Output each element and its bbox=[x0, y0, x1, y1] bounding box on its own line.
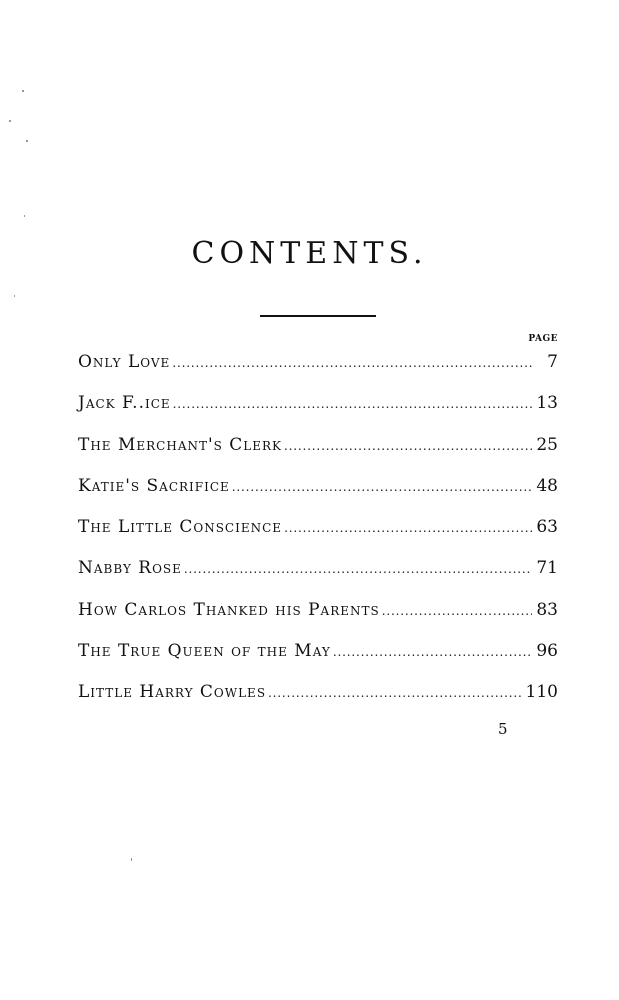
toc-entry-title: How Carlos Thanked his Parents bbox=[78, 599, 380, 620]
page-folio: 5 bbox=[498, 720, 508, 738]
toc-entry bbox=[78, 391, 558, 432]
paper-speck bbox=[9, 120, 11, 122]
page-column-label: PAGE bbox=[528, 334, 558, 344]
toc-entry bbox=[78, 474, 558, 515]
toc-entry-title: Little Harry Cowles bbox=[78, 682, 267, 703]
dot-leader bbox=[173, 392, 532, 416]
toc-entry-title: The Little Conscience bbox=[78, 517, 283, 538]
dot-leader bbox=[232, 475, 532, 499]
dot-leader bbox=[382, 599, 532, 623]
toc-entry-page: 25 bbox=[536, 434, 558, 455]
toc-entry bbox=[78, 680, 558, 721]
toc-entry-page: 83 bbox=[536, 599, 558, 620]
toc-entry-title: Only Love bbox=[78, 352, 171, 372]
toc-entry-page: 71 bbox=[536, 558, 558, 579]
toc-entry-page: 48 bbox=[536, 475, 558, 496]
paper-speck bbox=[22, 90, 24, 92]
toc-entry bbox=[78, 639, 558, 680]
toc-entry-page: 63 bbox=[536, 517, 558, 538]
title-rule bbox=[260, 315, 376, 317]
toc-entry-page: 7 bbox=[547, 352, 558, 372]
paper-speck bbox=[14, 295, 15, 297]
dot-leader bbox=[284, 434, 532, 458]
toc-entry-page: 96 bbox=[536, 641, 558, 662]
toc-entry-title: Katie's Sacrifice bbox=[78, 475, 230, 496]
page-title: CONTENTS. bbox=[191, 236, 428, 271]
dot-leader bbox=[333, 640, 532, 664]
toc-entry-title: The True Queen of the May bbox=[78, 641, 331, 662]
table-of-contents bbox=[78, 350, 558, 722]
toc-entry-page: 110 bbox=[525, 682, 558, 703]
toc-entry-title: The Merchant's Clerk bbox=[78, 434, 283, 455]
dot-leader bbox=[268, 681, 522, 705]
dot-leader bbox=[284, 516, 532, 540]
toc-entry bbox=[78, 598, 558, 639]
toc-entry-page: 13 bbox=[536, 393, 558, 414]
toc-entry-title: Jack F..ice bbox=[78, 393, 171, 414]
paper-speck bbox=[131, 858, 132, 861]
paper-speck bbox=[24, 215, 25, 217]
toc-entry bbox=[78, 350, 558, 391]
toc-entry bbox=[78, 556, 558, 597]
toc-entry-title: Nabby Rose bbox=[78, 558, 182, 579]
toc-entry bbox=[78, 515, 558, 556]
dot-leader bbox=[172, 351, 532, 375]
paper-speck bbox=[26, 140, 28, 142]
toc-entry bbox=[78, 433, 558, 474]
dot-leader bbox=[184, 557, 532, 581]
